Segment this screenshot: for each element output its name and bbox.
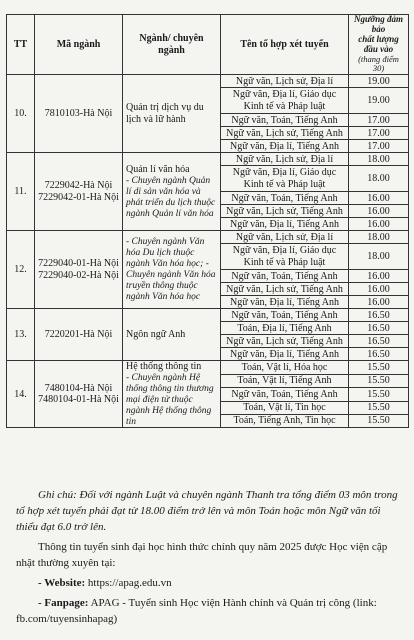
header-tt: TT (7, 15, 35, 75)
combination: Ngữ văn, Lịch sử, Tiếng Anh (221, 205, 349, 218)
major-code (35, 231, 123, 309)
threshold-score: 17.00 (349, 140, 409, 153)
combination: Ngữ văn, Toán, Tiếng Anh (221, 388, 349, 401)
threshold-score: 16.00 (349, 283, 409, 296)
threshold-score: 16.50 (349, 335, 409, 348)
major-main: Hệ thống thông tin (126, 361, 202, 373)
threshold-score: 16.00 (349, 218, 409, 231)
major-code (35, 309, 123, 361)
table-row (7, 309, 409, 322)
major-specialization: - Chuyên ngành Hệ thống thông tin thương mại điện tử thuộc ngành Hệ thống thông tin (126, 372, 214, 427)
row-number: 14. (7, 361, 35, 428)
header-score: Ngưỡng đảm bảo chất lượng đầu vào (thang điểm 30) (349, 15, 409, 75)
combination: Ngữ văn, Lịch sử, Tiếng Anh (221, 335, 349, 348)
combination: Ngữ văn, Lịch sử, Địa lí (221, 75, 349, 88)
major-main: Quản lí văn hóa (126, 164, 190, 176)
major-code-line: 7229042-01-Hà Nội (38, 191, 119, 203)
row-number: 10. (7, 75, 35, 153)
combination: Ngữ văn, Địa lí, Tiếng Anh (221, 140, 349, 153)
header-code: Mã ngành (35, 15, 123, 75)
note-text: Ghi chú: Đối với ngành Luật và chuyên ngành Thanh tra tổng điểm 03 môn trong tổ hợp xét tuyển phải đạt từ 18.00 điểm trở lên và môn Toán hoặc môn Ngữ văn tối thiểu đạt 6.0 trở lên. (16, 489, 398, 533)
major-code-line: 7810103-Hà Nội (44, 108, 113, 120)
combination: Ngữ văn, Toán, Tiếng Anh (221, 192, 349, 205)
threshold-score: 16.50 (349, 309, 409, 322)
combination: Ngữ văn, Địa lí, Giáo dục Kinh tế và Pháp luật (221, 88, 349, 114)
combination: Ngữ văn, Toán, Tiếng Anh (221, 114, 349, 127)
major-code-line: 7220201-Hà Nội (44, 329, 113, 341)
threshold-score: 16.00 (349, 296, 409, 309)
major-code-line: 7229042-Hà Nội (44, 180, 113, 192)
combination: Ngữ văn, Toán, Tiếng Anh (221, 309, 349, 322)
combination: Ngữ văn, Toán, Tiếng Anh (221, 270, 349, 283)
major-code-line: 7480104-Hà Nội (44, 382, 113, 394)
major-specialization: - Chuyên ngành Quản lí di sản văn hóa và phát triển du lịch thuộc ngành Quản lí văn hóa (126, 175, 216, 219)
row-number: 13. (7, 309, 35, 361)
table-row (7, 231, 409, 244)
threshold-score: 16.00 (349, 270, 409, 283)
threshold-score: 18.00 (349, 153, 409, 166)
threshold-score: 16.00 (349, 205, 409, 218)
major-code-line: 7229040-01-Hà Nội (38, 258, 119, 270)
combination: Toán, Vật lí, Tiếng Anh (221, 374, 349, 387)
major-main: Quản trị dịch vụ du lịch và lữ hành (126, 102, 204, 125)
info-text: Thông tin tuyển sinh đại học hình thức chính quy năm 2025 được Học viện cập nhật thường xuyên tại: (16, 540, 388, 569)
combination: Ngữ văn, Địa lí, Giáo dục Kinh tế và Pháp luật (221, 166, 349, 192)
major-code-line: 7480104-01-Hà Nội (38, 394, 119, 406)
major-name (123, 309, 221, 361)
combination: Ngữ văn, Địa lí, Tiếng Anh (221, 348, 349, 361)
row-number: 11. (7, 153, 35, 231)
threshold-score: 17.00 (349, 114, 409, 127)
threshold-score: 17.00 (349, 127, 409, 140)
threshold-score: 16.50 (349, 322, 409, 335)
table-header-row (7, 15, 409, 75)
major-code-line: 7229040-02-Hà Nội (38, 269, 119, 281)
table-row (7, 361, 409, 374)
combination: Toán, Địa lí, Tiếng Anh (221, 322, 349, 335)
major-code (35, 75, 123, 153)
threshold-score: 18.00 (349, 166, 409, 192)
major-name (123, 75, 221, 153)
admission-score-table (6, 14, 409, 428)
website-link[interactable]: https://apag.edu.vn (87, 576, 172, 589)
combination: Ngữ văn, Địa lí, Giáo dục Kinh tế và Pháp luật (221, 244, 349, 270)
header-major: Ngành/ chuyên ngành (123, 15, 221, 75)
combination: Ngữ văn, Địa lí, Tiếng Anh (221, 296, 349, 309)
combination: Ngữ văn, Địa lí, Tiếng Anh (221, 218, 349, 231)
major-name (123, 153, 221, 231)
combination: Toán, Vật lí, Tin học (221, 401, 349, 414)
threshold-score: 19.00 (349, 88, 409, 114)
major-specialization: - Chuyên ngành Văn hóa Du lịch thuộc ngành Văn hóa học; - Chuyên ngành Văn hóa truyền thông thuộc ngành Văn hóa học (126, 237, 216, 302)
major-name (123, 361, 221, 428)
combination: Toán, Tiếng Anh, Tin học (221, 415, 349, 428)
threshold-score: 15.50 (349, 374, 409, 387)
threshold-score: 19.00 (349, 75, 409, 88)
major-code (35, 153, 123, 231)
combination: Ngữ văn, Lịch sử, Tiếng Anh (221, 127, 349, 140)
fanpage-text[interactable]: APAG - Tuyển sinh Học viện Hành chính và Quản trị công (link: fb.com/tuyensinhapag) (16, 596, 377, 625)
combination: Toán, Vật lí, Hóa học (221, 361, 349, 374)
threshold-score: 15.50 (349, 388, 409, 401)
major-main: Ngôn ngữ Anh (126, 329, 186, 341)
table-row (7, 75, 409, 88)
notes-section (16, 488, 400, 632)
combination: Ngữ văn, Lịch sử, Địa lí (221, 231, 349, 244)
threshold-score: 18.00 (349, 244, 409, 270)
threshold-score: 15.50 (349, 361, 409, 374)
website-label: - Website: (38, 576, 86, 589)
row-number: 12. (7, 231, 35, 309)
threshold-score: 16.00 (349, 192, 409, 205)
major-code (35, 361, 123, 428)
table-row (7, 153, 409, 166)
combination: Ngữ văn, Lịch sử, Tiếng Anh (221, 283, 349, 296)
table-body (7, 75, 409, 428)
website-line (16, 576, 400, 592)
major-name (123, 231, 221, 309)
header-combo: Tên tổ hợp xét tuyển (221, 15, 349, 75)
fanpage-line (16, 596, 400, 628)
threshold-score: 15.50 (349, 401, 409, 414)
threshold-score: 16.50 (349, 348, 409, 361)
fanpage-label: - Fanpage: (38, 596, 89, 609)
threshold-score: 18.00 (349, 231, 409, 244)
threshold-score: 15.50 (349, 415, 409, 428)
combination: Ngữ văn, Lịch sử, Địa lí (221, 153, 349, 166)
